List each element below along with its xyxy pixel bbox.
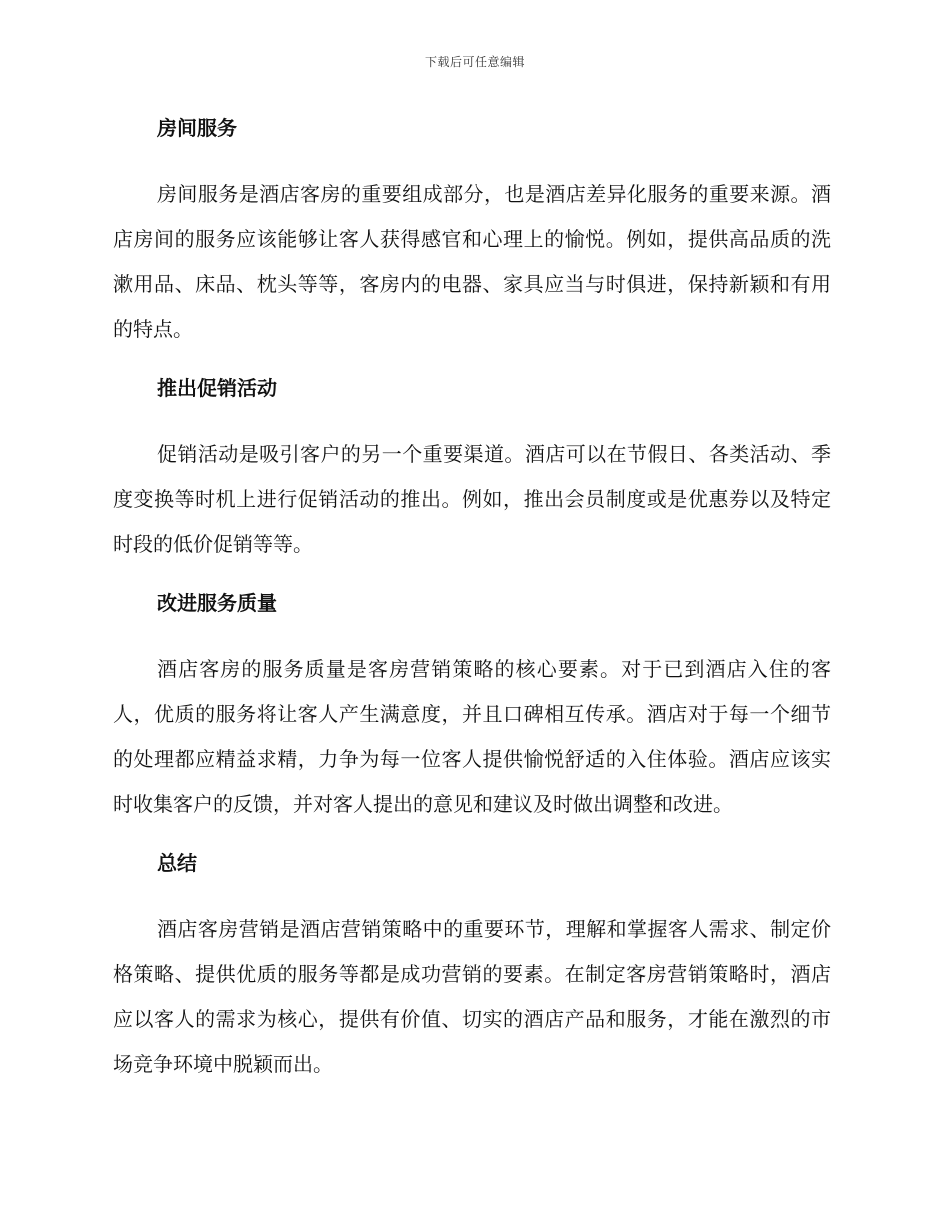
section-paragraph: 酒店客房营销是酒店营销策略中的重要环节，理解和掌握客人需求、制定价格策略、提供优质的服务等都是成功营销的要素。在制定客房营销策略时，酒店应以客人的需求为核心，提供有价值、切实的酒店产品和服务，才能在激烈的市场竞争环境中脱颖而出。 (113, 917, 831, 1076)
document-body (113, 112, 831, 1087)
section-paragraph: 促销活动是吸引客户的另一个重要渠道。酒店可以在节假日、各类活动、季度变换等时机上进行促销活动的推出。例如，推出会员制度或是优惠券以及特定时段的低价促销等等。 (113, 442, 831, 556)
section-heading: 改进服务质量 (157, 591, 277, 615)
section-summary (113, 847, 831, 1087)
section-heading: 推出促销活动 (157, 376, 277, 400)
section-room-service (113, 112, 831, 352)
section-service-quality (113, 587, 831, 827)
section-paragraph: 房间服务是酒店客房的重要组成部分，也是酒店差异化服务的重要来源。酒店房间的服务应该能够让客人获得感官和心理上的愉悦。例如，提供高品质的洗漱用品、床品、枕头等等，客房内的电器、家具应当与时俱进，保持新颖和有用的特点。 (113, 182, 831, 341)
section-heading: 总结 (157, 851, 197, 875)
section-heading: 房间服务 (157, 116, 237, 140)
section-promotions (113, 372, 831, 567)
section-paragraph: 酒店客房的服务质量是客房营销策略的核心要素。对于已到酒店入住的客人，优质的服务将让客人产生满意度，并且口碑相互传承。酒店对于每一个细节的处理都应精益求精，力争为每一位客人提供愉悦舒适的入住体验。酒店应该实时收集客户的反馈，并对客人提出的意见和建议及时做出调整和改进。 (113, 657, 831, 816)
header-note: 下载后可任意编辑 (424, 55, 525, 69)
